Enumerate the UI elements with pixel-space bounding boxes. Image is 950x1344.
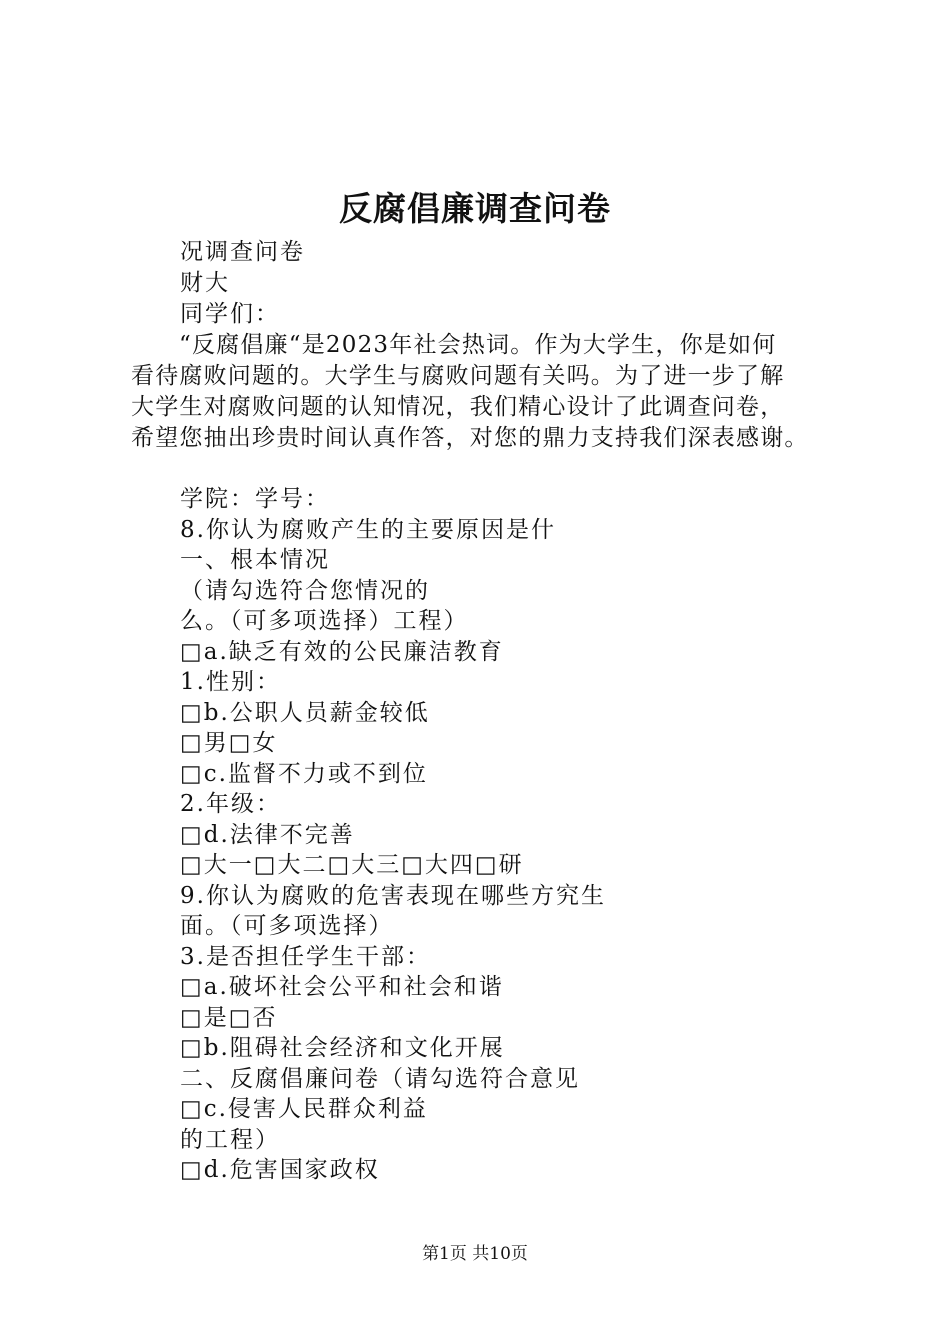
survey-line: □c.监督不力或不到位 [180,760,428,787]
survey-line: □b.公职人员薪金较低 [180,699,430,726]
survey-line: 3.是否担任学生干部： [180,943,431,970]
survey-line: 学院：学号： [180,486,330,512]
survey-line: 面。（可多项选择） [180,913,394,939]
page-number-footer: 第1页 共10页 [422,1244,528,1264]
survey-line: 1.性别： [180,669,281,695]
survey-line: （请勾选符合您情况的 [180,577,430,604]
survey-line: 二、反腐倡廉问卷（请勾选符合意见 [180,1065,580,1092]
survey-line: □a.破坏社会公平和社会和谐 [180,974,504,1000]
paragraph-line: 希望您抽出珍贵时间认真作答，对您的鼎力支持我们深表感谢。 [131,425,809,451]
survey-line: 9.你认为腐败的危害表现在哪些方究生 [180,882,606,909]
intro-block [180,237,305,330]
page-title: 反腐倡廉调查问卷 [339,189,611,228]
paragraph-line: 大学生对腐败问题的认知情况，我们精心设计了此调查问卷， [131,394,785,420]
survey-line: 8.你认为腐败产生的主要原因是什 [180,516,556,543]
survey-line: □d.危害国家政权 [180,1157,380,1183]
greeting-line: 同学们： [180,301,280,327]
survey-line: 么。（可多项选择）工程） [180,608,469,634]
survey-line: □a.缺乏有效的公民廉洁教育 [180,638,504,665]
paragraph-line: “反腐倡廉“是2023年社会热词。作为大学生，你是如何 [179,332,777,358]
intro-line: 财大 [180,270,230,296]
survey-line: □b.阻碍社会经济和文化开展 [180,1035,505,1061]
survey-line: □大一□大二□大三□大四□研 [180,852,524,878]
survey-line: 一、根本情况 [180,547,330,573]
survey-line: □男□女 [180,730,278,756]
survey-line: 2.年级： [180,791,281,817]
survey-line: □c.侵害人民群众利益 [180,1096,428,1122]
survey-items [180,484,606,1186]
survey-line: □d.法律不完善 [180,821,355,848]
intro-paragraph [131,330,851,454]
survey-line: □是□否 [180,1004,278,1031]
intro-line: 况调查问卷 [180,239,305,265]
survey-line: 的工程） [180,1126,280,1153]
paragraph-line: 看待腐败问题的。大学生与腐败问题有关吗。为了进一步了解 [131,363,785,389]
